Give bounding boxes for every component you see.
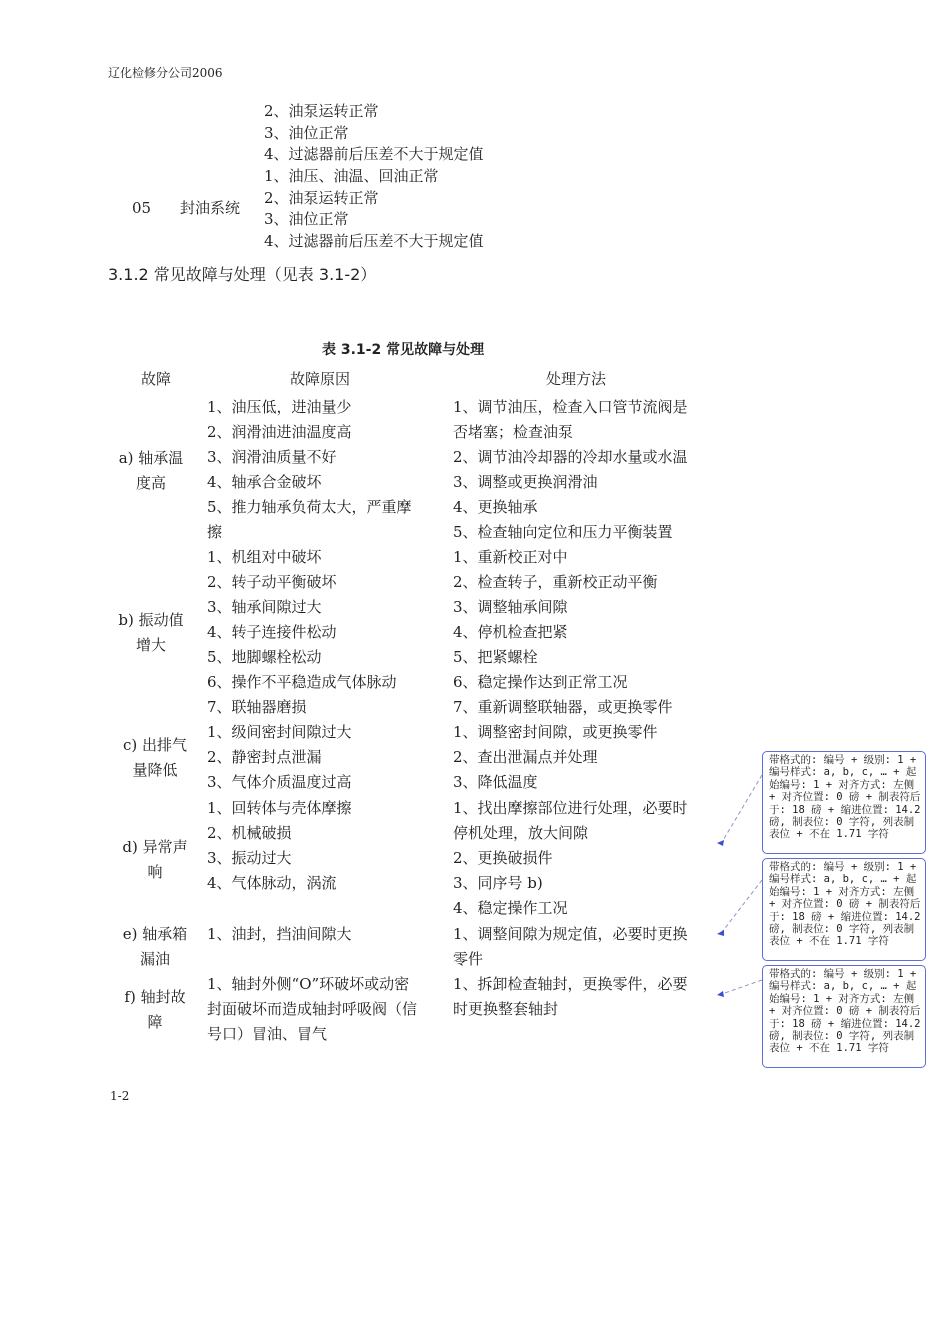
list-item: 4、过滤器前后压差不大于规定值 — [264, 232, 484, 250]
format-comment-balloon[interactable]: 带格式的: 编号 + 级别: 1 + 编号样式: a, b, c, … + 起始编号: 1 + 对齐方式: 左侧 + 对齐位置: 0 磅 + 制表符后于: 18 磅 + 缩进位置: 14.2 磅, 制表位: 0 字符, 列表制表位 + 不在 1.71 字符 — [762, 751, 926, 854]
column-header-cause: 故障原因 — [290, 370, 351, 388]
list-item: 3、油位正常 — [264, 210, 349, 228]
list-item: 4、过滤器前后压差不大于规定值 — [264, 145, 484, 163]
page-header: 辽化检修分公司2006 — [108, 66, 223, 80]
method-item: 时更换整套轴封 — [453, 1000, 559, 1018]
format-comment-balloon[interactable]: 带格式的: 编号 + 级别: 1 + 编号样式: a, b, c, … + 起始编号: 1 + 对齐方式: 左侧 + 对齐位置: 0 磅 + 制表符后于: 18 磅 + 缩进位置: 14.2 磅, 制表位: 0 字符, 列表制表位 + 不在 1.71 字符 — [762, 965, 926, 1068]
row-number: 05 — [132, 199, 152, 217]
list-item: 2、油泵运转正常 — [264, 189, 379, 207]
method-item: 否堵塞；检查油泵 — [453, 423, 574, 441]
method-item: 3、同序号 b) — [453, 874, 543, 892]
cause-item: 4、气体脉动，涡流 — [207, 874, 337, 892]
cause-item: 2、静密封点泄漏 — [207, 748, 322, 766]
list-item: 2、油泵运转正常 — [264, 102, 379, 120]
cause-item: 5、地脚螺栓松动 — [207, 648, 322, 666]
method-item: 1、拆卸检查轴封，更换零件，必要 — [453, 975, 688, 993]
fault-name: b) 振动值增大 — [118, 611, 184, 654]
method-item: 零件 — [453, 950, 484, 968]
method-item: 3、降低温度 — [453, 773, 538, 791]
cause-item: 2、机械破损 — [207, 824, 292, 842]
cause-item: 1、轴封外侧“O”环破坏或动密 — [207, 975, 410, 993]
method-item: 2、检查转子，重新校正动平衡 — [453, 573, 658, 591]
method-item: 5、检查轴向定位和压力平衡装置 — [453, 523, 673, 541]
list-item: 3、油位正常 — [264, 124, 349, 142]
cause-item: 号口）冒油、冒气 — [207, 1025, 328, 1043]
fault-name: a) 轴承温度高 — [118, 449, 184, 492]
system-name: 封油系统 — [180, 199, 241, 217]
method-item: 1、调节油压，检查入口管节流阀是 — [453, 398, 688, 416]
cause-item: 擦 — [207, 523, 223, 541]
cause-item: 3、振动过大 — [207, 849, 292, 867]
fault-name: e) 轴承箱漏油 — [122, 925, 188, 968]
method-item: 3、调整或更换润滑油 — [453, 473, 598, 491]
list-item: 1、油压、油温、回油正常 — [264, 167, 439, 185]
cause-item: 封面破坏而造成轴封呼吸阀（信 — [207, 1000, 418, 1018]
cause-item: 4、转子连接件松动 — [207, 623, 337, 641]
cause-item: 3、润滑油质量不好 — [207, 448, 337, 466]
cause-item: 1、油封，挡油间隙大 — [207, 925, 352, 943]
method-item: 1、调整间隙为规定值，必要时更换 — [453, 925, 688, 943]
method-item: 4、稳定操作工况 — [453, 899, 568, 917]
method-item: 1、找出摩擦部位进行处理，必要时 — [453, 799, 688, 817]
fault-name: f) 轴封故障 — [124, 988, 186, 1031]
method-item: 5、把紧螺栓 — [453, 648, 538, 666]
method-item: 6、稳定操作达到正常工况 — [453, 673, 628, 691]
section-heading: 3.1.2 常见故障与处理（见表 3.1-2） — [108, 265, 377, 284]
cause-item: 1、机组对中破坏 — [207, 548, 322, 566]
format-comment-balloon[interactable]: 带格式的: 编号 + 级别: 1 + 编号样式: a, b, c, … + 起始编号: 1 + 对齐方式: 左侧 + 对齐位置: 0 磅 + 制表符后于: 18 磅 + 缩进位置: 14.2 磅, 制表位: 0 字符, 列表制表位 + 不在 1.71 字符 — [762, 858, 926, 961]
cause-item: 3、气体介质温度过高 — [207, 773, 352, 791]
cause-item: 4、轴承合金破坏 — [207, 473, 322, 491]
method-item: 3、调整轴承间隙 — [453, 598, 568, 616]
cause-item: 6、操作不平稳造成气体脉动 — [207, 673, 397, 691]
column-header-fault: 故障 — [141, 370, 172, 388]
method-item: 1、调整密封间隙，或更换零件 — [453, 723, 658, 741]
column-header-method: 处理方法 — [546, 370, 607, 388]
fault-name: c) 出排气量降低 — [122, 736, 188, 779]
cause-item: 1、级间密封间隙过大 — [207, 723, 352, 741]
cause-item: 1、油压低，进油量少 — [207, 398, 352, 416]
page-number: 1-2 — [110, 1089, 130, 1103]
method-item: 2、调节油冷却器的冷却水量或水温 — [453, 448, 688, 466]
method-item: 4、停机检查把紧 — [453, 623, 568, 641]
method-item: 7、重新调整联轴器，或更换零件 — [453, 698, 673, 716]
method-item: 停机处理，放大间隙 — [453, 824, 589, 842]
table-caption: 表 3.1-2 常见故障与处理 — [322, 342, 485, 358]
cause-item: 7、联轴器磨损 — [207, 698, 307, 716]
method-item: 2、更换破损件 — [453, 849, 553, 867]
cause-item: 2、润滑油进油温度高 — [207, 423, 352, 441]
method-item: 4、更换轴承 — [453, 498, 538, 516]
fault-name: d) 异常声响 — [122, 838, 188, 881]
cause-item: 5、推力轴承负荷太大，严重摩 — [207, 498, 412, 516]
method-item: 1、重新校正对中 — [453, 548, 568, 566]
cause-item: 1、回转体与壳体摩擦 — [207, 799, 352, 817]
method-item: 2、查出泄漏点并处理 — [453, 748, 598, 766]
cause-item: 3、轴承间隙过大 — [207, 598, 322, 616]
cause-item: 2、转子动平衡破坏 — [207, 573, 337, 591]
